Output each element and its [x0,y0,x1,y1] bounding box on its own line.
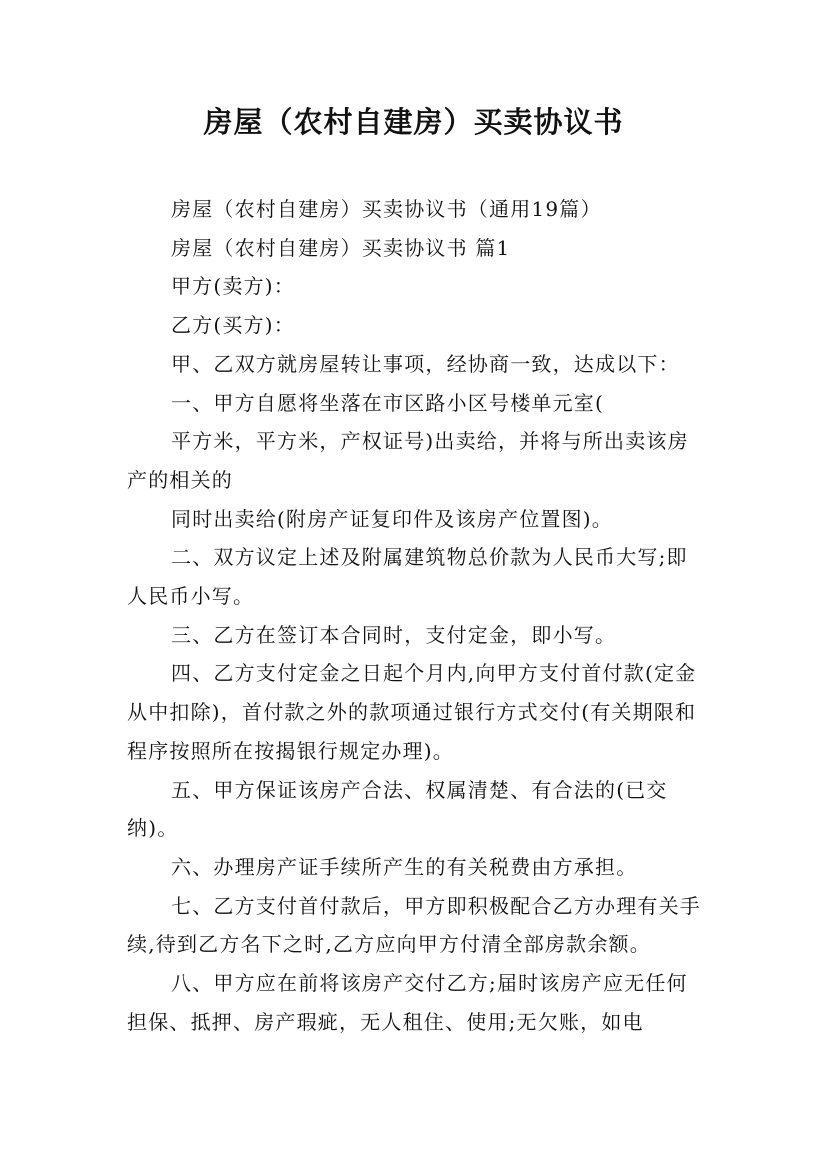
paragraph-clause-8: 八、甲方应在前将该房产交付乙方;届时该房产应无任何担保、抵押、房产瑕疵，无人租住、使用;无欠账，如电 [127,971,688,1034]
paragraph-clause-4: 四、乙方支付定金之日起个月内,向甲方支付首付款(定金从中扣除)，首付款之外的款项通过银行方式交付(有关期限和程序按照所在按揭银行规定办理)。 [127,661,697,763]
paragraph-clause-7: 七、乙方支付首付款后，甲方即积极配合乙方办理有关手续,待到乙方名下之时,乙方应向甲方付清全部房款余额。 [127,893,701,957]
paragraph-party-a: 甲方(卖方)： [171,274,296,299]
document-title: 房屋（农村自建房）买卖协议书 [203,105,624,139]
paragraph-section-heading: 房屋（农村自建房）买卖协议书 篇1 [171,235,511,260]
paragraph-subtitle: 房屋（农村自建房）买卖协议书（通用19篇） [171,197,602,221]
paragraph-clause-3: 三、乙方在签订本合同时，支付定金，即小写。 [171,622,617,647]
paragraph-clause-5: 五、甲方保证该房产合法、权属清楚、有合法的(已交纳)。 [127,777,668,841]
paragraph-clause-1-end: 同时出卖给(附房产证复印件及该房产位置图)。 [171,506,614,531]
document-body [127,190,705,1041]
paragraph-clause-6: 六、办理房产证手续所产生的有关税费由方承担。 [171,854,638,879]
paragraph-party-b: 乙方(买方)： [171,313,296,338]
paragraph-clause-2: 二、双方议定上述及附属建筑物总价款为人民币大写;即人民币小写。 [127,545,688,609]
paragraph-clause-1: 一、甲方自愿将坐落在市区路小区号楼单元室( [171,390,605,415]
paragraph-clause-1-cont: 平方米，平方米，产权证号)出卖给，并将与所出卖该房产的相关的 [127,429,689,492]
paragraph-agreement-intro: 甲、乙双方就房屋转让事项，经协商一致，达成以下： [171,351,680,376]
